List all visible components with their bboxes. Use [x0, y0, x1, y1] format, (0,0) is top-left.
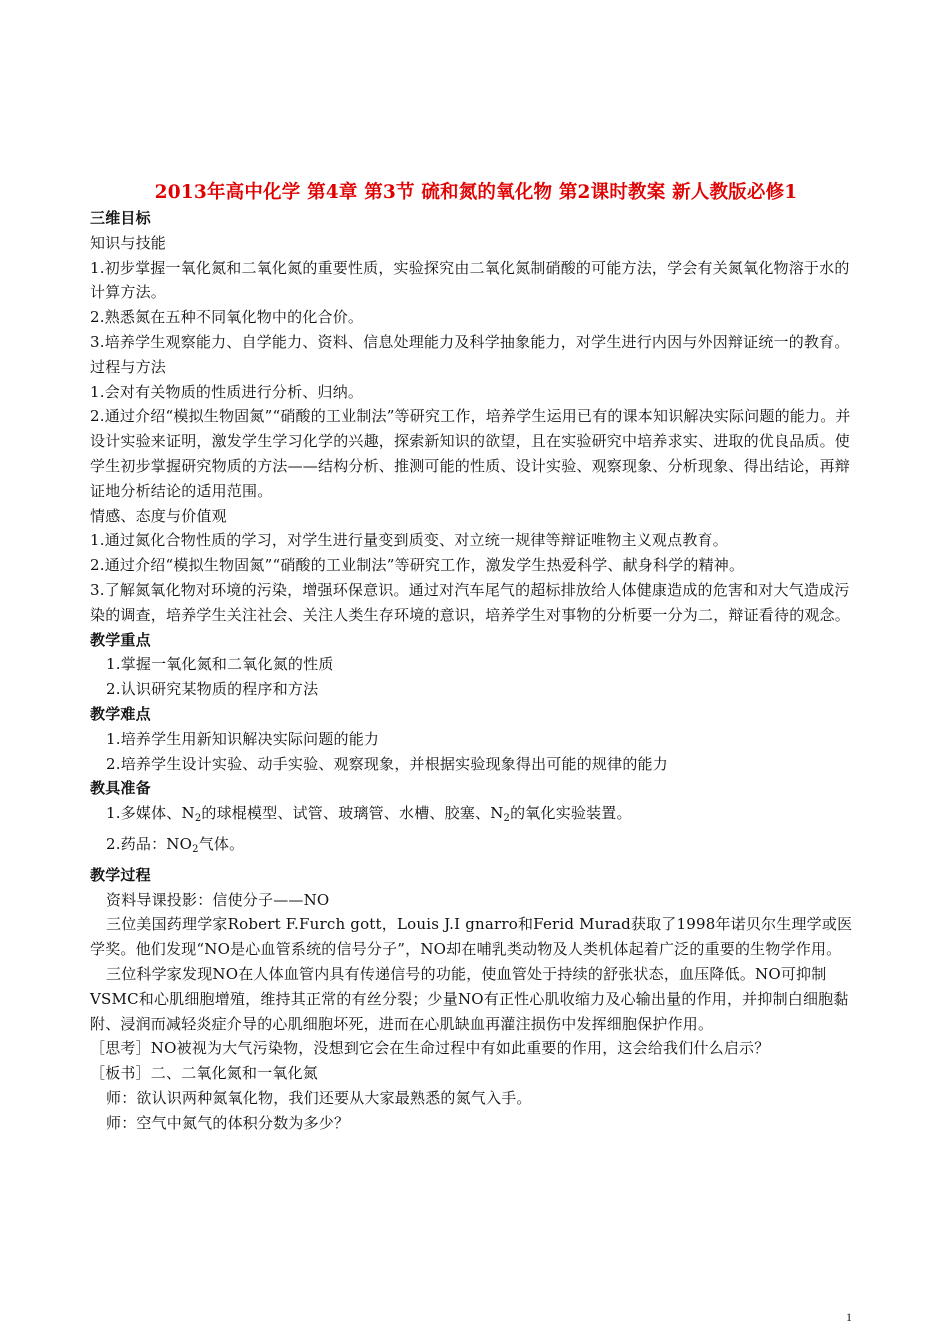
- section-heading-goals: 三维目标: [90, 209, 151, 227]
- list-item-key-1: 1.掌握一氧化氮和二氧化氮的性质: [106, 655, 334, 674]
- section-heading-key: 教学重点: [90, 630, 151, 649]
- section-heading-process-teach: 教学过程: [90, 865, 151, 884]
- list-item-tools-1: [90, 801, 862, 832]
- subscript: 2: [192, 843, 199, 855]
- document-body: [90, 180, 862, 1135]
- paragraph-teacher-1: 师：欲认识两种氮氧化物，我们还要从大家最熟悉的氮气入手。: [106, 1088, 532, 1107]
- paragraph-emotion-3: 3.了解氮氧化物对环境的污染，增强环保意识。通过对汽车尾气的超标排放给人体健康造成的危害和对大气造成污染的调查，培养学生关注社会、关注人类生存环境的意识，培养学生对事物的分析要一分为二，辩证看待的观念。: [90, 580, 851, 624]
- tools-2-text-b: 气体。: [198, 834, 245, 853]
- paragraph-emotion-1: 1.通过氮化合物性质的学习，对学生进行量变到质变、对立统一规律等辩证唯物主义观点教育。: [90, 531, 728, 550]
- subheading-knowledge: 知识与技能: [90, 233, 167, 252]
- paragraph-emotion-2: 2.通过介绍“模拟生物固氮”“硝酸的工业制法”等研究工作，激发学生热爱科学、献身科学的精神。: [90, 556, 745, 575]
- list-item-key-2: 2.认识研究某物质的程序和方法: [106, 680, 319, 699]
- paragraph-process-2: 2.通过介绍“模拟生物固氮”“硝酸的工业制法”等研究工作，培养学生运用已有的课本知识解决实际问题的能力。并设计实验来证明，激发学生学习化学的兴趣，探索新知识的欲望，且在实验研究中培养求实、进取的优良品质。使学生初步掌握研究物质的方法——结构分析、推测可能的性质、设计实验、观察现象、分析现象、得出结论，再辩证地分析结论的适用范围。: [90, 407, 851, 500]
- paragraph-process-1: 1.会对有关物质的性质进行分析、归纳。: [90, 382, 364, 401]
- paragraph-1: 三位美国药理学家Robert F.Furch gott，Louis J.I gnarro和Ferid Murad获取了1998年诺贝尔生理学或医学奖。他们发现“NO是心血管系统的信号分子”，NO却在哺乳类动物及人类机体起着广泛的重要的生物学作用。: [90, 915, 853, 959]
- subscript: 2: [503, 813, 511, 825]
- paragraph-knowledge-2: 2.熟悉氮在五种不同氧化物中的化合价。: [90, 308, 364, 327]
- list-item-difficulty-2: 2.培养学生设计实验、动手实验、观察现象，并根据实验现象得出可能的规律的能力: [106, 754, 668, 773]
- tools-1-text-b: 的球棍模型、试管、玻璃管、水槽、胶塞、N: [201, 804, 504, 823]
- list-item-difficulty-1: 1.培养学生用新知识解决实际问题的能力: [106, 729, 380, 748]
- list-item-tools-2: [90, 832, 862, 863]
- subheading-emotion: 情感、态度与价值观: [90, 506, 227, 525]
- subscript: 2: [194, 813, 202, 825]
- section-heading-tools: 教具准备: [90, 779, 151, 798]
- tools-1-text-a: 1.多媒体、N: [106, 804, 195, 823]
- paragraph-knowledge-1: 1.初步掌握一氧化氮和二氧化氮的重要性质，实验探究由二氧化氮制硝酸的可能方法，学会有关氮氧化物溶于水的计算方法。: [90, 258, 850, 302]
- paragraph-2: 三位科学家发现NO在人体血管内具有传递信号的功能，使血管处于持续的舒张状态，血压降低。NO可抑制VSMC和心肌细胞增殖，维持其正常的有丝分裂；少量NO有正性心肌收缩力及心输出量的作用，并抑制白细胞黏附、浸润而减轻炎症介导的心肌细胞坏死，进而在心肌缺血再灌注损伤中发挥细胞保护作用。: [90, 964, 849, 1033]
- tools-2-text-a: 2.药品：NO: [106, 834, 193, 853]
- page-number: 1: [846, 1310, 852, 1324]
- paragraph-think: ［思考］NO被视为大气污染物，没想到它会在生命过程中有如此重要的作用，这会给我们什么启示？: [90, 1039, 770, 1058]
- section-heading-difficulty: 教学难点: [90, 704, 151, 723]
- tools-1-text-c: 的氧化实验装置。: [510, 804, 632, 823]
- paragraph-teacher-2: 师：空气中氮气的体积分数为多少？: [106, 1113, 350, 1132]
- paragraph-intro: 资料导课投影：信使分子——NO: [106, 890, 330, 909]
- paragraph-board: ［板书］二、二氧化氮和一氧化氮: [90, 1064, 319, 1083]
- paragraph-knowledge-3: 3.培养学生观察能力、自学能力、资料、信息处理能力及科学抽象能力，对学生进行内因与外因辩证统一的教育。: [90, 332, 850, 351]
- subheading-process: 过程与方法: [90, 357, 167, 376]
- document-title: 2013年高中化学 第4章 第3节 硫和氮的氧化物 第2课时教案 新人教版必修1: [154, 182, 798, 203]
